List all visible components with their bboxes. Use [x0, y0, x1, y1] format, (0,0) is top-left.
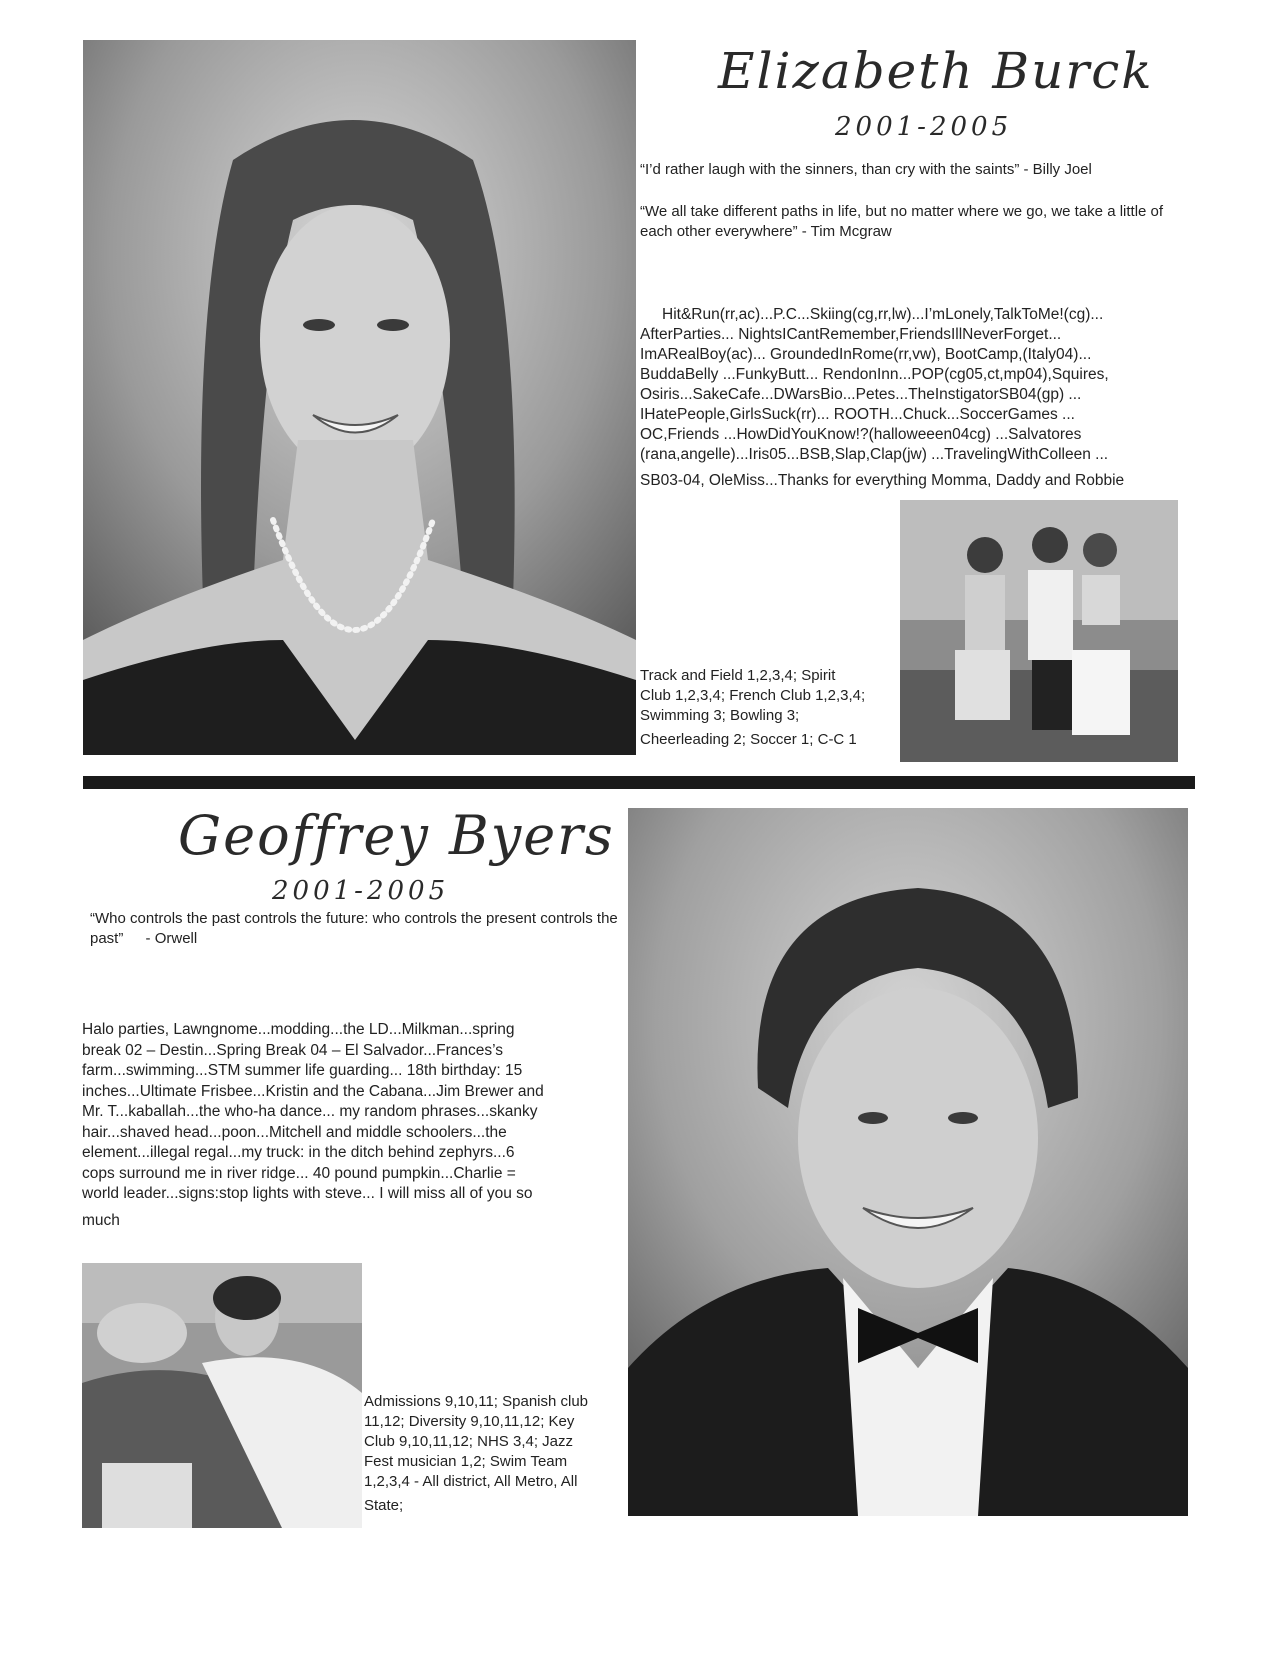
memory-line: cops surround me in river ridge... 40 pound pumpkin...Charlie = [82, 1164, 516, 1182]
memory-line: Halo parties, Lawngnome...modding...the LD...Milkman...spring [82, 1021, 515, 1038]
class-years: 2001-2005 [835, 112, 1013, 142]
activity-line: 1,2,3,4 - All district, All Metro, All [364, 1473, 578, 1490]
activity-line: 11,12; Diversity 9,10,11,12; Key [364, 1413, 575, 1430]
activities-list [364, 1392, 626, 1516]
candid-photo-sleeping [82, 1263, 362, 1528]
memories-block [640, 305, 1185, 491]
section-divider [83, 776, 1195, 789]
activity-line: Club 9,10,11,12; NHS 3,4; Jazz [364, 1433, 574, 1450]
activity-line: Fest musician 1,2; Swim Team [364, 1453, 568, 1470]
memory-line: hair...shaved head...poon...Mitchell and middle schoolers...the [82, 1123, 507, 1141]
activities-list [640, 666, 900, 750]
candid-photo-friends [900, 500, 1178, 762]
memory-line: Mr. T...kaballah...the who-ha dance... my random phrases...skanky [82, 1103, 538, 1120]
student-name-heading: Geoffrey Byers [178, 804, 615, 867]
quote-block [90, 909, 630, 949]
class-years: 2001-2005 [272, 876, 450, 906]
portrait-elizabeth [83, 40, 636, 755]
activity-line: Track and Field 1,2,3,4; Spirit [640, 667, 836, 684]
memory-line: element...illegal regal...my truck: in the ditch behind zephyrs...6 [82, 1144, 515, 1161]
activity-line: State; [364, 1497, 404, 1514]
memory-line: IHatePeople,GirlsSuck(rr)... ROOTH...Chuck...SoccerGames ... [640, 406, 1075, 423]
memory-line: inches...Ultimate Frisbee...Kristin and the Cabana...Jim Brewer and [82, 1082, 544, 1100]
memory-line: OC,Friends ...HowDidYouKnow!?(halloweeen04cg) ...Salvatores [640, 426, 1082, 443]
portrait-geoffrey [628, 808, 1188, 1516]
memory-line: Hit&Run(rr,ac)...P.C...Skiing(cg,rr,lw)...I’mLonely,TalkToMe!(cg)... [662, 306, 1104, 323]
activity-line: Admissions 9,10,11; Spanish club [364, 1393, 589, 1410]
memories-block [82, 1020, 622, 1231]
memory-line: Osiris...SakeCafe...DWarsBio...Petes...TheInstigatorSB04(gp) ... [640, 386, 1082, 403]
memory-line: farm...swimming...STM summer life guarding... 18th birthday: 15 [82, 1062, 523, 1079]
memory-line: SB03-04, OleMiss...Thanks for everything Momma, Daddy and Robbie [640, 472, 1125, 489]
memory-line: ImARealBoy(ac)... GroundedInRome(rr,vw), BootCamp,(Italy04)... [640, 346, 1092, 363]
memory-line: break 02 – Destin...Spring Break 04 – El Salvador...Frances’s [82, 1041, 504, 1059]
quote-text: “Who controls the past controls the future: who controls the present controls the past” [90, 910, 618, 947]
activity-line: Cheerleading 2; Soccer 1; C-C 1 [640, 731, 857, 748]
memory-line: much [82, 1211, 120, 1229]
memory-line: (rana,angelle)...Iris05...BSB,Slap,Clap(jw) ...TravelingWithColleen ... [640, 446, 1109, 463]
quote-2: “We all take different paths in life, but no matter where we go, we take a little of each other everywhere” - Tim Mcgraw [640, 203, 1164, 240]
memory-line: BuddaBelly ...FunkyButt... RendonInn...POP(cg05,ct,mp04),Squires, [640, 366, 1109, 383]
memory-line: AfterParties... NightsICantRemember,FriendsIllNeverForget... [640, 326, 1062, 343]
quote-1: “I’d rather laugh with the sinners, than cry with the saints” - Billy Joel [640, 161, 1092, 178]
quote-author: - Orwell [145, 930, 198, 947]
activity-line: Swimming 3; Bowling 3; [640, 707, 800, 724]
student-name-heading: Elizabeth Burck [718, 42, 1154, 100]
activity-line: Club 1,2,3,4; French Club 1,2,3,4; [640, 687, 866, 704]
memory-line: world leader...signs:stop lights with steve... I will miss all of you so [82, 1185, 533, 1202]
